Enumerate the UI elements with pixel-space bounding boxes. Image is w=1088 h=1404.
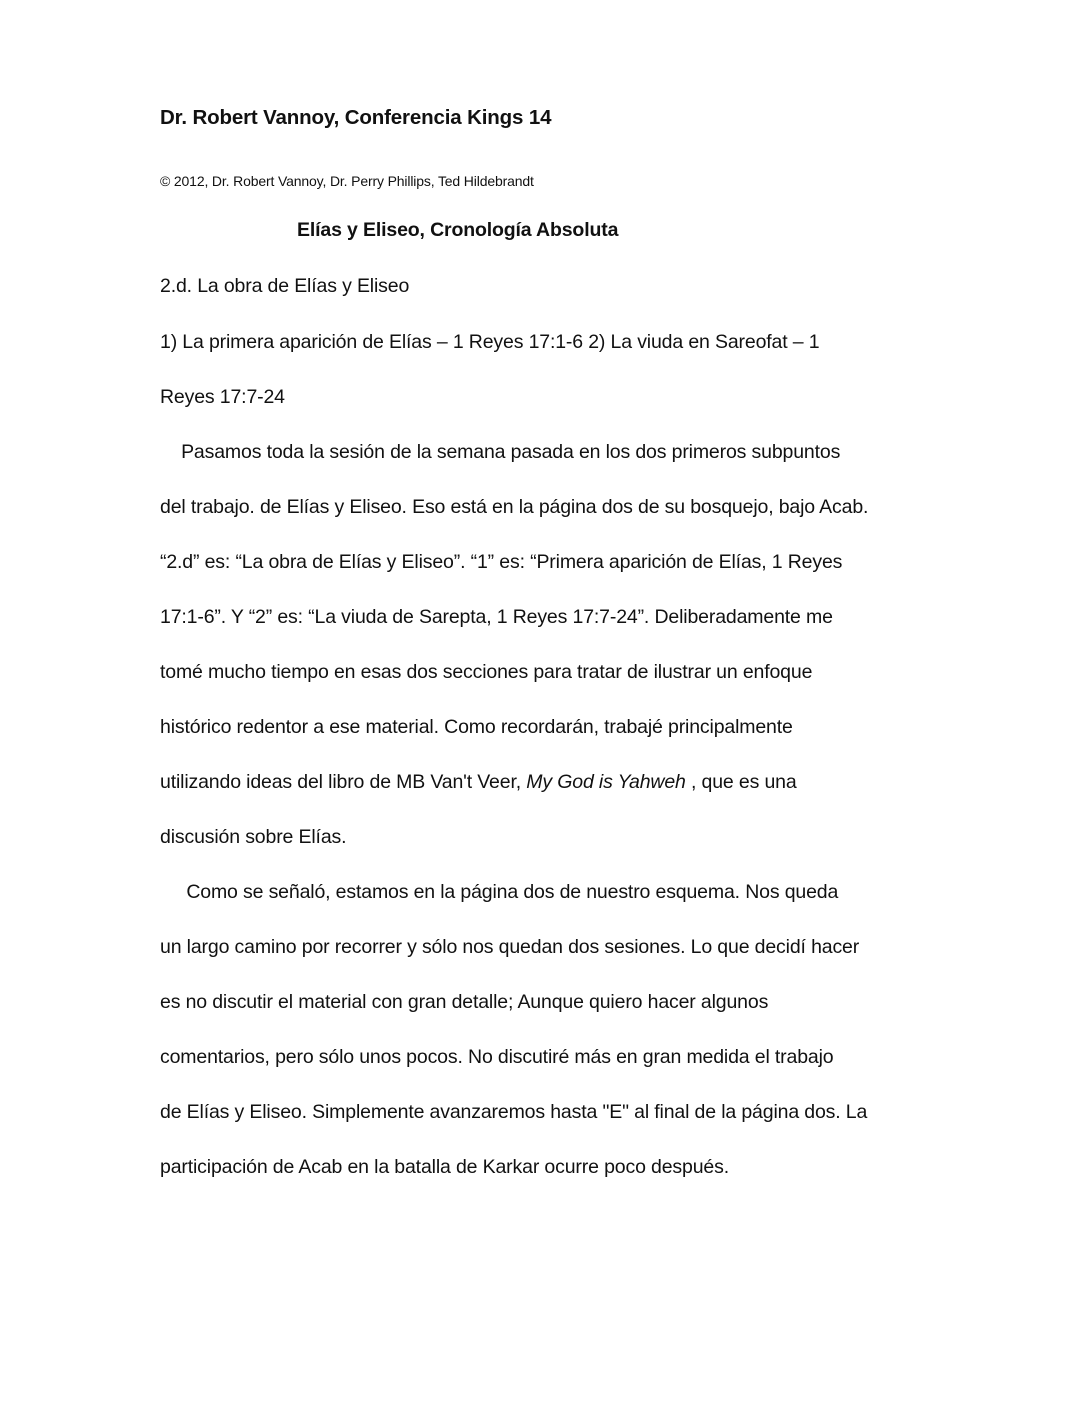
paragraph-line: de Elías y Eliseo. Simplemente avanzaremos hasta "E" al final de la página dos. La: [160, 1101, 868, 1123]
paragraph-line: participación de Acab en la batalla de Karkar ocurre poco después.: [160, 1156, 729, 1178]
paragraph-line: comentarios, pero sólo unos pocos. No discutiré más en gran medida el trabajo: [160, 1046, 834, 1068]
paragraph-line: histórico redentor a ese material. Como recordarán, trabajé principalmente: [160, 716, 793, 738]
paragraph-text: , que es una: [685, 771, 797, 793]
paragraph-line: del trabajo. de Elías y Eliseo. Eso está en la página dos de su bosquejo, bajo Acab.: [160, 496, 869, 518]
copyright-line: © 2012, Dr. Robert Vannoy, Dr. Perry Phillips, Ted Hildebrandt: [160, 173, 534, 189]
outline-heading: 2.d. La obra de Elías y Eliseo: [160, 275, 410, 297]
outline-item: 1) La primera aparición de Elías – 1 Reyes 17:1-6 2) La viuda en Sareofat – 1: [160, 331, 820, 353]
book-title: My God is Yahweh: [526, 771, 686, 793]
paragraph-line: 17:1-6”. Y “2” es: “La viuda de Sarepta, 1 Reyes 17:7-24”. Deliberadamente me: [160, 606, 833, 628]
paragraph-line: Como se señaló, estamos en la página dos de nuestro esquema. Nos queda: [160, 881, 839, 903]
paragraph-line: Pasamos toda la sesión de la semana pasada en los dos primeros subpuntos: [160, 441, 841, 463]
paragraph-line: [160, 770, 797, 794]
paragraph-text: utilizando ideas del libro de MB Van't Veer,: [160, 771, 527, 793]
paragraph-line: un largo camino por recorrer y sólo nos quedan dos sesiones. Lo que decidí hacer: [160, 936, 860, 958]
paragraph-line: discusión sobre Elías.: [160, 826, 347, 848]
paragraph-line: tomé mucho tiempo en esas dos secciones para tratar de ilustrar un enfoque: [160, 661, 813, 683]
paragraph-line: es no discutir el material con gran detalle; Aunque quiero hacer algunos: [160, 991, 769, 1013]
paragraph-line: “2.d” es: “La obra de Elías y Eliseo”. “1” es: “Primera aparición de Elías, 1 Reyes: [160, 551, 843, 573]
section-subtitle: Elías y Eliseo, Cronología Absoluta: [297, 219, 619, 241]
outline-item: Reyes 17:7-24: [160, 386, 285, 408]
document-title: Dr. Robert Vannoy, Conferencia Kings 14: [160, 106, 552, 129]
